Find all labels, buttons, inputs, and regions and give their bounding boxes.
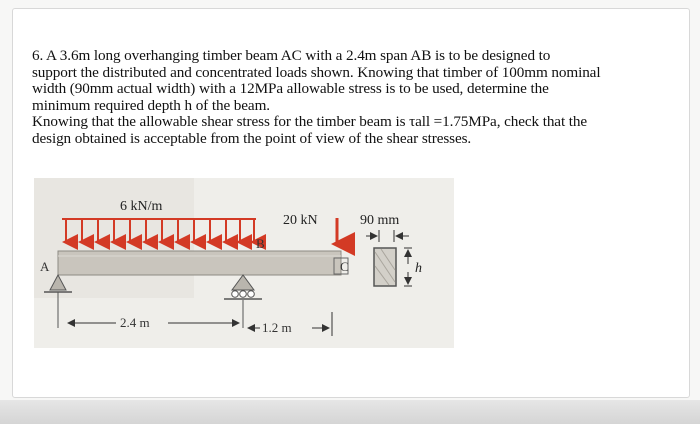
point-a-label: A [40,259,50,274]
problem-line-5: Knowing that the allowable shear stress for the timber beam is τall =1.75MPa, check that the [32,113,588,131]
problem-line-3: width (90mm actual width) with a 12MPa allowable stress is to be used, determine the [32,80,549,98]
beam-figure [34,178,454,348]
point-load-label: 20 kN [283,213,318,228]
depth-label: h [415,261,422,276]
problem-line-4: minimum required depth h of the beam. [32,96,270,114]
point-c-label: C [340,259,349,274]
bottom-strip [0,400,700,424]
overhang-bc-label: 1.2 m [262,320,292,335]
distributed-load-label: 6 kN/m [120,199,163,214]
problem-line-1: 6. A 3.6m long overhanging timber beam AC with a 2.4m span AB is to be designed to [32,47,551,64]
problem-statement [32,48,672,148]
width-label: 90 mm [360,213,400,228]
timber-beam [58,251,341,275]
problem-line-6: design obtained is acceptable from the point of view of the shear stresses. [32,129,472,147]
point-b-label: B [256,236,265,251]
beam-diagram-svg [34,178,454,348]
problem-line-2: support the distributed and concentrated loads shown. Knowing that timber of 100mm nominal [32,63,601,81]
span-ab-label: 2.4 m [120,315,150,330]
